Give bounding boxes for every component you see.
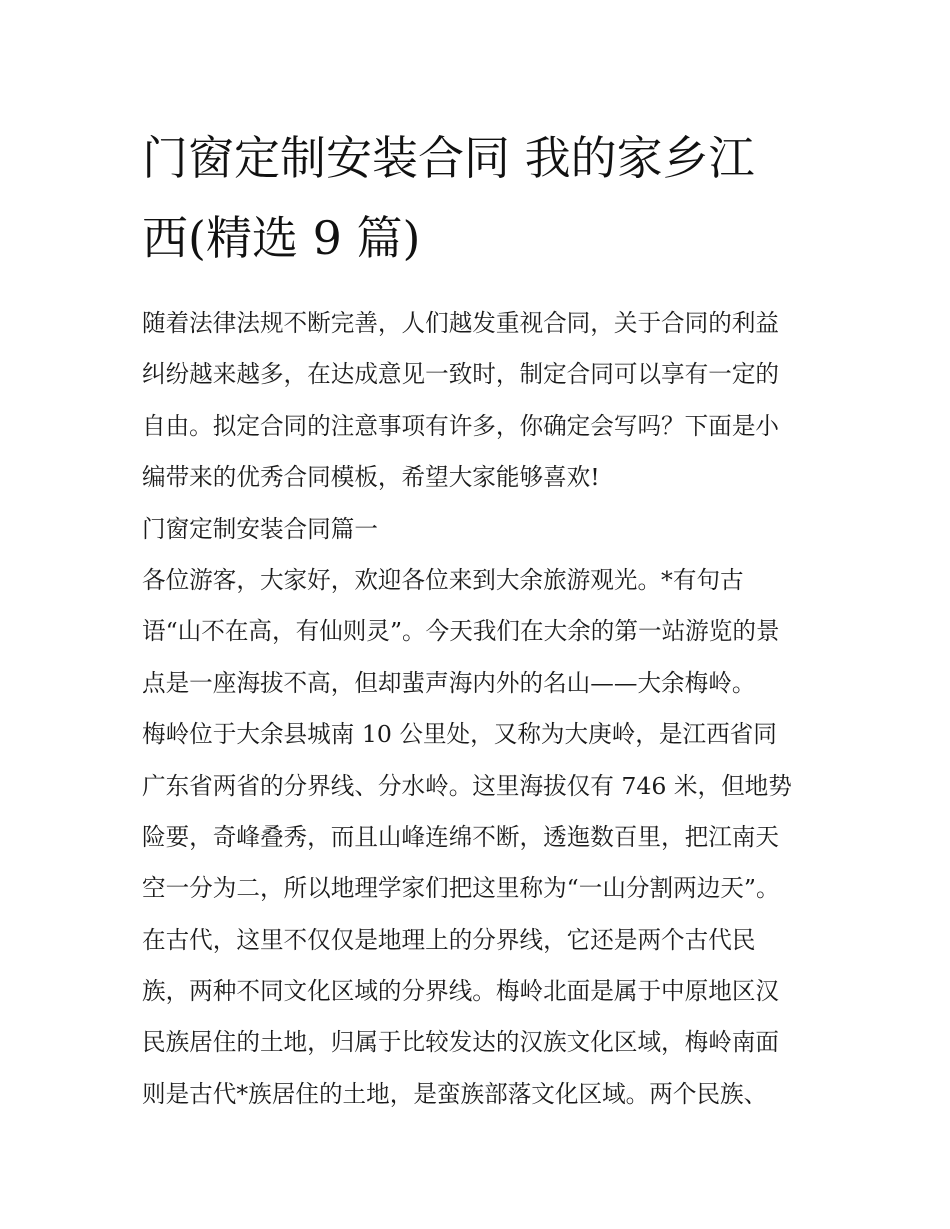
body-line: 点是一座海拔不高，但却蜚声海内外的名山——大余梅岭。 bbox=[142, 668, 756, 697]
document-page bbox=[142, 118, 814, 1120]
body-line: 险要，奇峰叠秀，而且山峰连绵不断，透迤数百里，把江南天 bbox=[142, 822, 780, 851]
intro-line: 纠纷越来越多，在达成意见一致时，制定合同可以享有一定的 bbox=[142, 360, 780, 389]
body-line: 在古代，这里不仅仅是地理上的分界线，它还是两个古代民 bbox=[142, 925, 756, 954]
body-line: 空一分为二，所以地理学家们把这里称为“一山分割两边天”。 bbox=[142, 874, 780, 903]
body-line: 各位游客，大家好，欢迎各位来到大余旅游观光。*有句古 bbox=[142, 565, 744, 594]
intro-line: 编带来的优秀合同模板，希望大家能够喜欢! bbox=[142, 463, 600, 492]
body-paragraph bbox=[142, 555, 814, 1120]
body-line: 梅岭位于大余县城南 10 公里处，又称为大庚岭，是江西省同 bbox=[142, 720, 777, 749]
intro-line: 自由。拟定合同的注意事项有许多，你确定会写吗？下面是小 bbox=[142, 411, 780, 440]
body-line: 广东省两省的分界线、分水岭。这里海拔仅有 746 米，但地势 bbox=[142, 771, 792, 800]
intro-paragraph bbox=[142, 298, 814, 504]
title-line-2: 西(精选 9 篇) bbox=[142, 211, 421, 265]
body-line: 民族居住的土地，归属于比较发达的汉族文化区域，梅岭南面 bbox=[142, 1028, 780, 1057]
section-heading: 门窗定制安装合同篇一 bbox=[142, 514, 378, 543]
title-line-1: 门窗定制安装合同 我的家乡江 bbox=[142, 131, 755, 185]
body-line: 语“山不在高，有仙则灵”。今天我们在大余的第一站游览的景 bbox=[142, 617, 780, 646]
body-line: 族，两种不同文化区域的分界线。梅岭北面是属于中原地区汉 bbox=[142, 977, 780, 1006]
body-line: 则是古代*族居住的土地，是蛮族部落文化区域。两个民族、 bbox=[142, 1079, 768, 1108]
document-title bbox=[142, 118, 814, 278]
intro-line: 随着法律法规不断完善，人们越发重视合同，关于合同的利益 bbox=[142, 309, 780, 337]
